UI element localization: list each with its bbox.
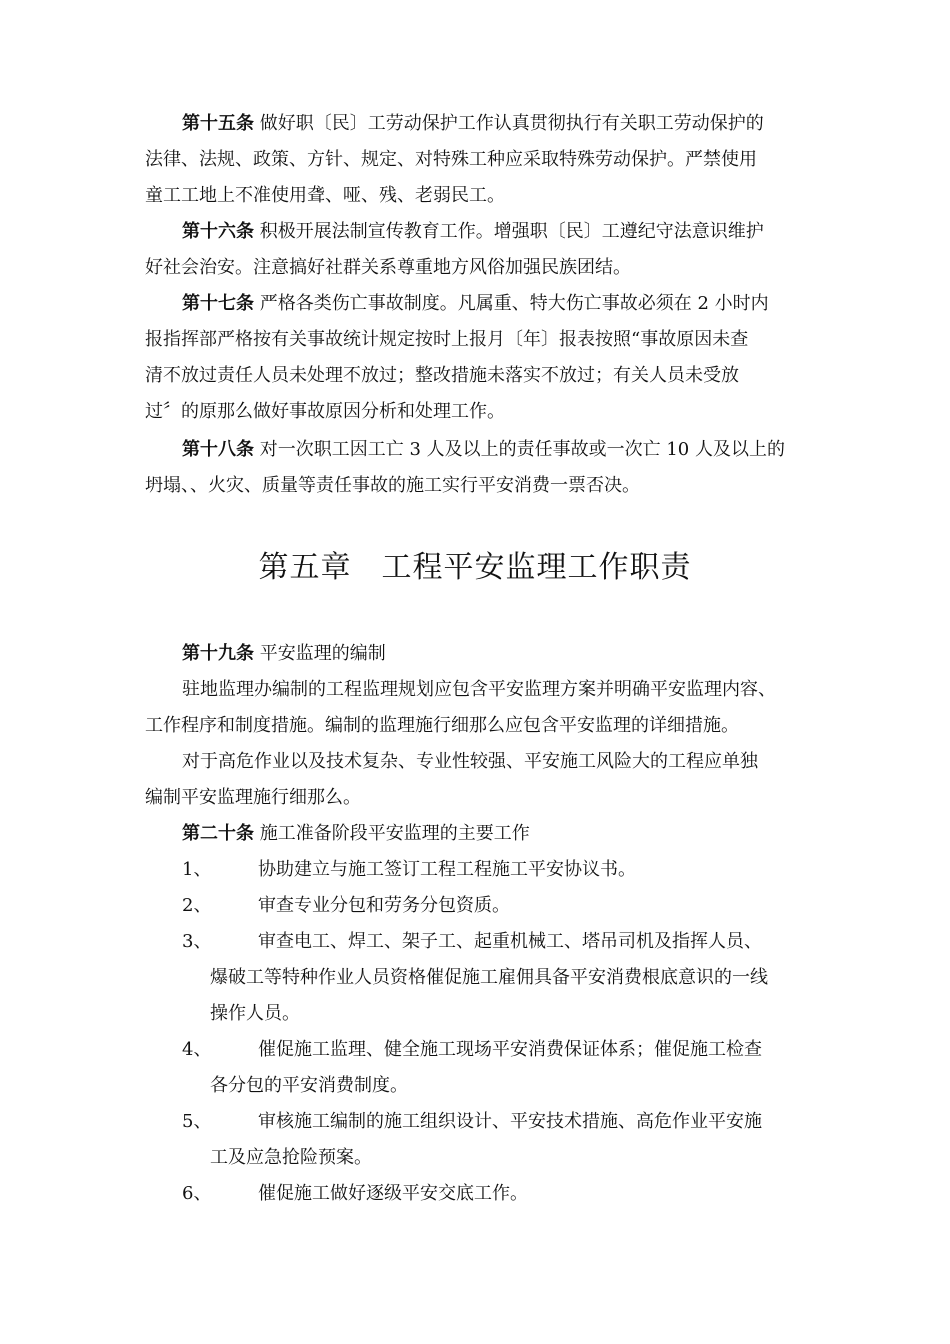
list-item-line-2: 爆破工等特种作业人员资格催促施工雇佣具备平安消费根底意识的一线 bbox=[210, 967, 768, 988]
article-18-line-2: 坍塌、、火灾、质量等责任事故的施工实行平安消费一票否决。 bbox=[145, 475, 640, 496]
article-17 bbox=[145, 286, 810, 430]
chapter-heading bbox=[0, 548, 950, 588]
article-20-heading: 第二十条 施工准备阶段平安监理的主要工作 bbox=[182, 823, 530, 844]
list-item-line-1: 审查专业分包和劳务分包资质。 bbox=[258, 895, 510, 916]
article-17-line-1: 第十七条 严格各类伤亡事故制度。凡属重、特大伤亡事故必须在 2 小时内 bbox=[182, 293, 769, 314]
list-item-number: 1、 bbox=[182, 859, 212, 880]
article-18 bbox=[145, 432, 810, 504]
list-item-line-1: 协助建立与施工签订工程工程施工平安协议书。 bbox=[258, 859, 636, 880]
list-item-number: 4、 bbox=[182, 1039, 212, 1060]
article-16-line-2: 好社会治安。注意搞好社群关系尊重地方风俗加强民族团结。 bbox=[145, 257, 631, 278]
list-item-number: 2、 bbox=[182, 895, 212, 916]
list-item-line-1: 催促施工做好逐级平安交底工作。 bbox=[258, 1183, 528, 1204]
article-20-label: 第二十条 bbox=[182, 823, 254, 844]
article-17-line-2: 报指挥部严格按有关事故统计规定按时上报月〔年〕报表按照“事故原因未查 bbox=[145, 329, 749, 350]
article-15-line-2: 法律、法规、政策、方针、规定、对特殊工种应采取特殊劳动保护。严禁使用 bbox=[145, 149, 757, 170]
article-15-line-3: 童工工地上不准使用聋、哑、残、老弱民工。 bbox=[145, 185, 505, 206]
chapter-title: 工程平安监理工作职责 bbox=[381, 550, 692, 585]
list-item-line-3: 操作人员。 bbox=[210, 1003, 300, 1024]
list-item-line-2: 工及应急抢险预案。 bbox=[210, 1147, 372, 1168]
list-item-number: 3、 bbox=[182, 931, 212, 952]
list-item bbox=[182, 924, 812, 1032]
list-item-line-2: 各分包的平安消费制度。 bbox=[210, 1075, 408, 1096]
list-item bbox=[182, 852, 812, 888]
article-19-p2-line-1: 对于高危作业以及技术复杂、专业性较强、平安施工风险大的工程应单独 bbox=[182, 751, 758, 772]
article-19-p1-line-2: 工作程序和制度措施。编制的监理施行细那么应包含平安监理的详细措施。 bbox=[145, 715, 739, 736]
list-item-number: 6、 bbox=[182, 1183, 212, 1204]
article-19-label: 第十九条 bbox=[182, 643, 254, 664]
article-19-heading: 第十九条 平安监理的编制 bbox=[182, 643, 386, 664]
article-18-line-1: 第十八条 对一次职工因工亡 3 人及以上的责任事故或一次亡 10 人及以上的 bbox=[182, 439, 785, 460]
article-17-line-3: 清不放过责任人员未处理不放过；整改措施未落实不放过；有关人员未受放 bbox=[145, 365, 739, 386]
article-17-label: 第十七条 bbox=[182, 293, 254, 314]
article-18-label: 第十八条 bbox=[182, 439, 254, 460]
list-item-number: 5、 bbox=[182, 1111, 212, 1132]
chapter-number: 第五章 bbox=[258, 550, 352, 585]
article-16-line-1: 第十六条 积极开展法制宣传教育工作。增强职〔民〕工遵纪守法意识维护 bbox=[182, 221, 764, 242]
article-15-line-1: 第十五条 做好职〔民〕工劳动保护工作认真贯彻执行有关职工劳动保护的 bbox=[182, 113, 764, 134]
list-item-line-1: 审核施工编制的施工组织设计、平安技术措施、高危作业平安施 bbox=[258, 1111, 762, 1132]
article-20 bbox=[145, 816, 810, 852]
article-17-line-4: 过〞的原那么做好事故原因分析和处理工作。 bbox=[145, 401, 505, 422]
article-15 bbox=[145, 106, 810, 214]
list-item-line-1: 审查电工、焊工、架子工、起重机械工、塔吊司机及指挥人员、 bbox=[258, 931, 762, 952]
article-19-p2-line-2: 编制平安监理施行细那么。 bbox=[145, 787, 361, 808]
list-item bbox=[182, 888, 812, 924]
list-item bbox=[182, 1032, 812, 1104]
list-item-line-1: 催促施工监理、健全施工现场平安消费保证体系；催促施工检查 bbox=[258, 1039, 762, 1060]
list-item bbox=[182, 1176, 812, 1212]
article-16-label: 第十六条 bbox=[182, 221, 254, 242]
list-item bbox=[182, 1104, 812, 1176]
article-19 bbox=[145, 636, 810, 816]
article-16 bbox=[145, 214, 810, 286]
article-15-label: 第十五条 bbox=[182, 113, 254, 134]
article-19-p1-line-1: 驻地监理办编制的工程监理规划应包含平安监理方案并明确平安监理内容、 bbox=[182, 679, 776, 700]
